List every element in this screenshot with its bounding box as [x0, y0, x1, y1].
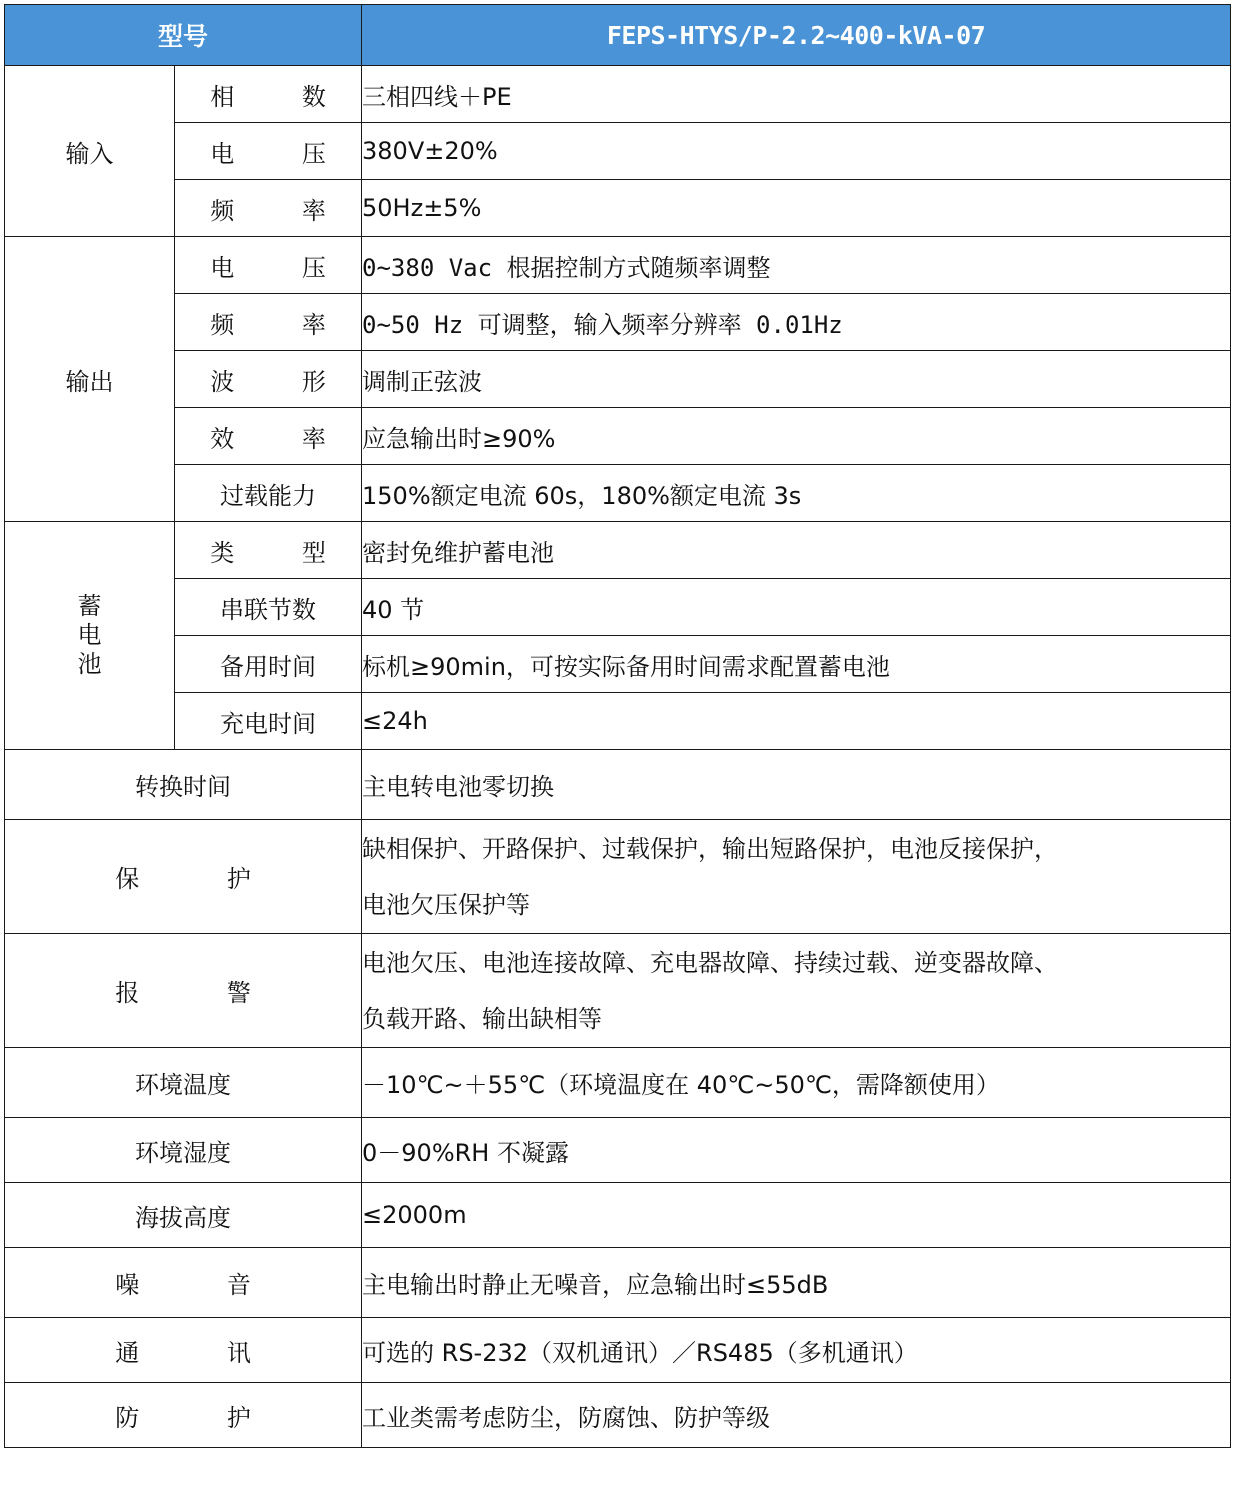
- table-row: [5, 1183, 1231, 1248]
- param-value: 380V±20%: [362, 123, 1231, 180]
- table-row: [5, 1318, 1231, 1383]
- row-value: ≤2000m: [362, 1183, 1231, 1248]
- param-label: 电 压: [175, 237, 362, 294]
- row-value: 主电输出时静止无噪音，应急输出时≤55dB: [362, 1248, 1231, 1318]
- param-value: 调制正弦波: [362, 351, 1231, 408]
- row-label: 通 讯: [5, 1318, 362, 1383]
- table-row: [5, 180, 1231, 237]
- param-label: 电 压: [175, 123, 362, 180]
- table-row: [5, 1048, 1231, 1118]
- table-row: [5, 636, 1231, 693]
- table-row: [5, 522, 1231, 579]
- battery-label-char: 蓄: [77, 592, 102, 620]
- param-value: 0~50 Hz 可调整，输入频率分辨率 0.01Hz: [362, 294, 1231, 351]
- table-row: [5, 408, 1231, 465]
- param-label: 串联节数: [175, 579, 362, 636]
- param-value: 应急输出时≥90%: [362, 408, 1231, 465]
- row-value: [362, 934, 1231, 1048]
- param-value: ≤24h: [362, 693, 1231, 750]
- group-battery-label: [5, 522, 175, 750]
- table-row: [5, 1383, 1231, 1448]
- row-value-line: 电池欠压保护等: [362, 890, 531, 919]
- param-label: 频 率: [175, 294, 362, 351]
- param-value: 三相四线＋PE: [362, 66, 1231, 123]
- battery-label-char: 电: [77, 621, 102, 649]
- param-value: 标机≥90min，可按实际备用时间需求配置蓄电池: [362, 636, 1231, 693]
- header-row: [5, 5, 1231, 66]
- row-value: 可选的 RS-232（双机通讯）／RS485（多机通讯）: [362, 1318, 1231, 1383]
- row-label: 海拔高度: [5, 1183, 362, 1248]
- table-row: [5, 693, 1231, 750]
- param-label: 充电时间: [175, 693, 362, 750]
- row-value: 0－90%RH 不凝露: [362, 1118, 1231, 1183]
- param-value: 50Hz±5%: [362, 180, 1231, 237]
- table-row: [5, 1248, 1231, 1318]
- model-label: 型号: [5, 5, 362, 66]
- param-label: 类 型: [175, 522, 362, 579]
- row-label: 保 护: [5, 820, 362, 934]
- row-label: 环境湿度: [5, 1118, 362, 1183]
- table-row: [5, 750, 1231, 820]
- table-row: [5, 820, 1231, 934]
- table-row: [5, 123, 1231, 180]
- table-row: [5, 351, 1231, 408]
- param-label: 相 数: [175, 66, 362, 123]
- param-label: 效 率: [175, 408, 362, 465]
- table-row: [5, 579, 1231, 636]
- table-row: [5, 934, 1231, 1048]
- table-row: [5, 237, 1231, 294]
- row-value-line: 负载开路、输出缺相等: [362, 1004, 603, 1033]
- row-value: 主电转电池零切换: [362, 750, 1231, 820]
- spec-table: [4, 4, 1231, 1448]
- group-input-label: 输入: [5, 66, 175, 237]
- param-value: 0~380 Vac 根据控制方式随频率调整: [362, 237, 1231, 294]
- param-value: 150%额定电流 60s，180%额定电流 3s: [362, 465, 1231, 522]
- table-row: [5, 465, 1231, 522]
- param-value: 40 节: [362, 579, 1231, 636]
- row-label: 噪 音: [5, 1248, 362, 1318]
- table-row: [5, 66, 1231, 123]
- row-label: 环境温度: [5, 1048, 362, 1118]
- row-value-line: 电池欠压、电池连接故障、充电器故障、持续过载、逆变器故障、: [362, 948, 1059, 977]
- table-row: [5, 294, 1231, 351]
- model-value: FEPS-HTYS/P-2.2~400-kVA-07: [362, 5, 1231, 66]
- param-label: 频 率: [175, 180, 362, 237]
- table-row: [5, 1118, 1231, 1183]
- row-value: [362, 820, 1231, 934]
- row-value-line: 缺相保护、开路保护、过载保护，输出短路保护，电池反接保护，: [362, 834, 1059, 863]
- row-value: －10℃~＋55℃（环境温度在 40℃~50℃，需降额使用）: [362, 1048, 1231, 1118]
- row-value: 工业类需考虑防尘，防腐蚀、防护等级: [362, 1383, 1231, 1448]
- row-label: 转换时间: [5, 750, 362, 820]
- group-output-label: 输出: [5, 237, 175, 522]
- param-label: 备用时间: [175, 636, 362, 693]
- param-value: 密封免维护蓄电池: [362, 522, 1231, 579]
- param-label: 过载能力: [175, 465, 362, 522]
- row-label: 报 警: [5, 934, 362, 1048]
- param-label: 波 形: [175, 351, 362, 408]
- row-label: 防 护: [5, 1383, 362, 1448]
- battery-label-char: 池: [77, 650, 102, 678]
